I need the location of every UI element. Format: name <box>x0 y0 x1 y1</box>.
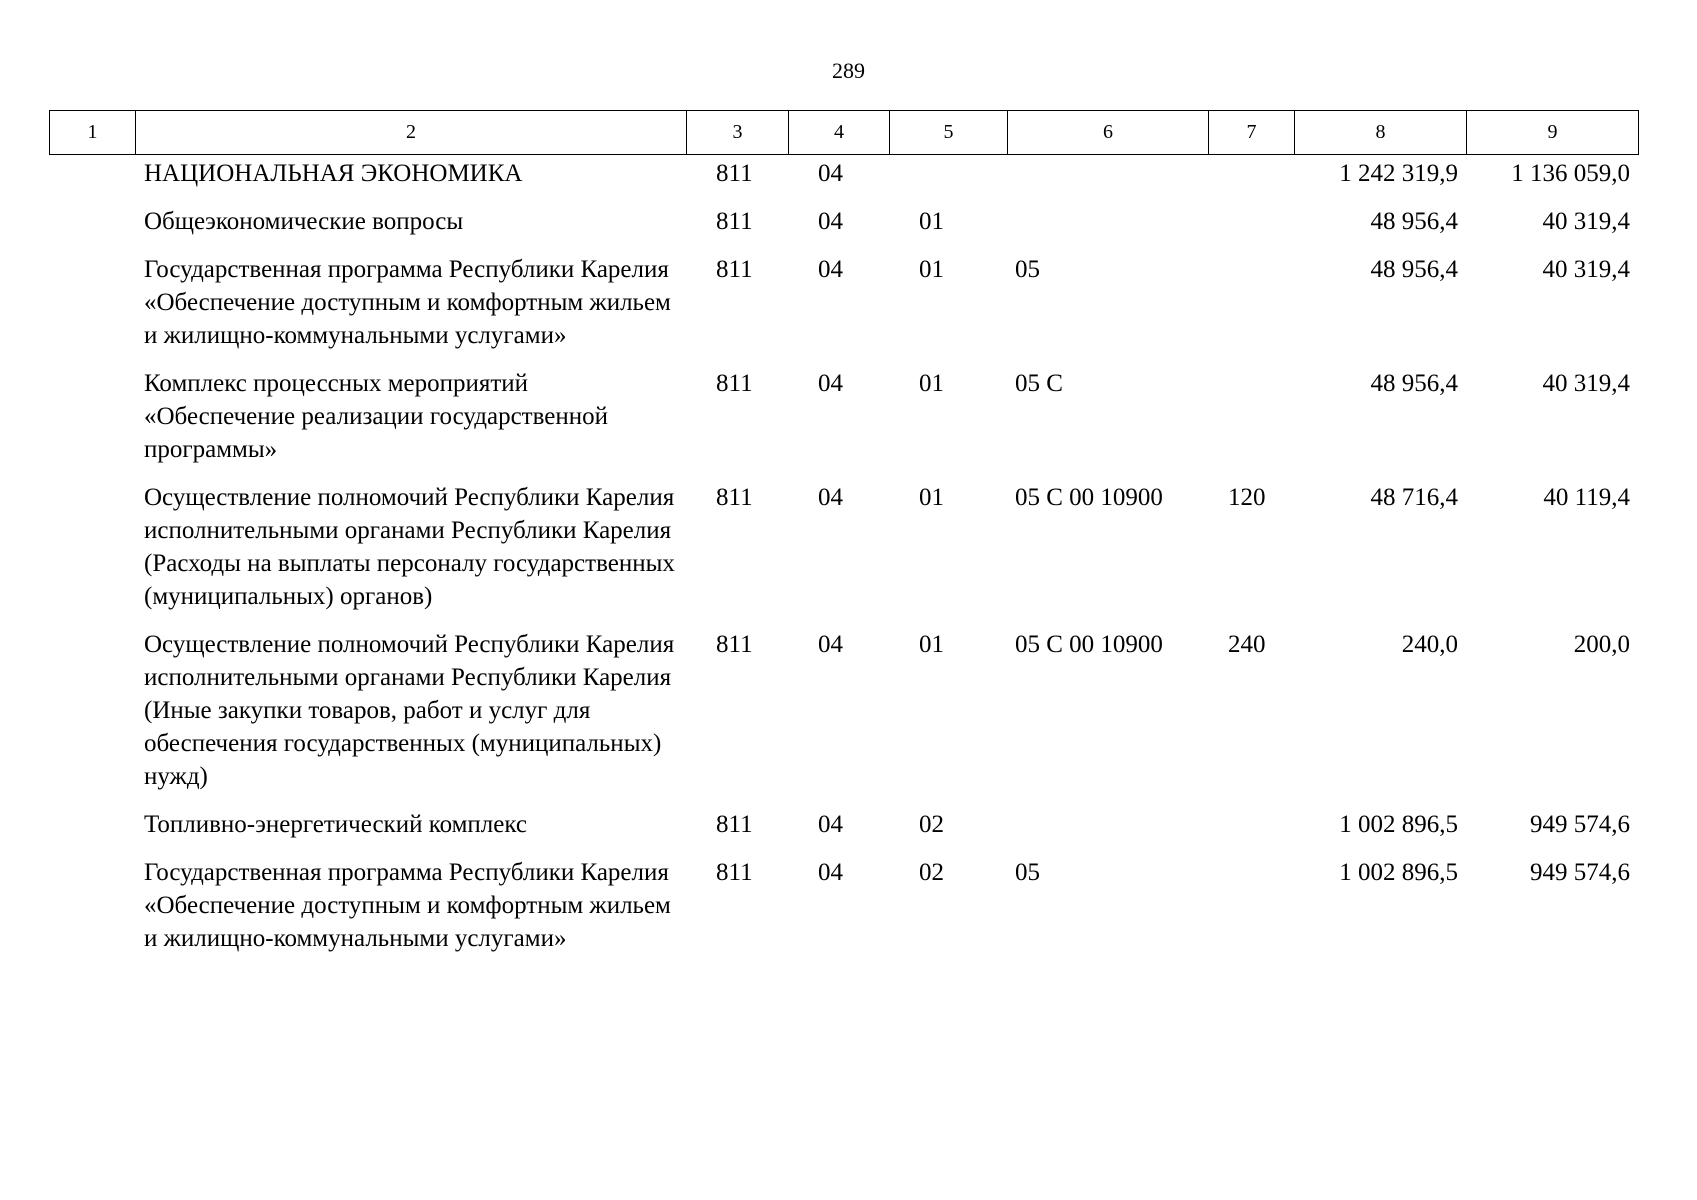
row-section: 04 <box>818 859 843 886</box>
row-ministry: 811 <box>716 631 753 658</box>
row-expense-type <box>1208 808 1294 856</box>
table-row <box>49 367 1638 481</box>
column-number: 7 <box>1209 111 1295 155</box>
row-ministry: 811 <box>716 859 753 886</box>
row-number <box>49 628 135 808</box>
row-section: 04 <box>818 631 843 658</box>
row-number <box>49 856 135 970</box>
row-subsection: 01 <box>919 256 944 283</box>
row-amount-2: 40 319,4 <box>1542 208 1630 235</box>
row-amount-1: 240,0 <box>1401 631 1458 658</box>
row-amount-2: 1 136 059,0 <box>1511 160 1630 187</box>
row-amount-1: 1 002 896,5 <box>1339 811 1458 838</box>
row-name: Государственная программа Республики Карелия «Обеспечение доступным и комфортным жильем и жилищно-коммунальными услугами» <box>144 859 671 952</box>
row-expense-type <box>1208 367 1294 481</box>
budget-table <box>49 157 1638 970</box>
row-ministry: 811 <box>716 811 753 838</box>
row-amount-1: 48 956,4 <box>1370 370 1458 397</box>
row-name: Общеэкономические вопросы <box>144 208 464 235</box>
column-number-row <box>50 111 1639 155</box>
column-number: 4 <box>789 111 890 155</box>
row-amount-2: 40 319,4 <box>1542 370 1630 397</box>
row-number <box>49 157 135 205</box>
row-ministry: 811 <box>716 484 753 511</box>
row-amount-1: 48 956,4 <box>1370 208 1458 235</box>
table-row <box>49 205 1638 253</box>
row-subsection: 02 <box>919 859 944 886</box>
column-number: 3 <box>687 111 789 155</box>
row-section: 04 <box>818 208 843 235</box>
row-subsection: 01 <box>919 370 944 397</box>
column-number: 8 <box>1295 111 1467 155</box>
row-name: Комплекс процессных мероприятий «Обеспечение реализации государственной программы» <box>144 370 608 463</box>
row-name: НАЦИОНАЛЬНАЯ ЭКОНОМИКА <box>144 160 523 187</box>
row-target-article: 05 С 00 10900 <box>1015 484 1163 511</box>
row-amount-1: 1 242 319,9 <box>1339 160 1458 187</box>
row-target-article <box>1007 157 1208 205</box>
row-name: Топливно-энергетический комплекс <box>144 811 527 838</box>
row-amount-2: 949 574,6 <box>1530 859 1630 886</box>
row-subsection: 01 <box>919 484 944 511</box>
table-row <box>49 808 1638 856</box>
table-row <box>49 628 1638 808</box>
row-number <box>49 367 135 481</box>
row-name: Осуществление полномочий Республики Карелия исполнительными органами Республики Карелия (Иные закупки товаров, работ и услуг для обеспечения государственных (муниципальных) нужд) <box>144 631 675 790</box>
row-target-article: 05 <box>1015 256 1040 283</box>
row-expense-type <box>1208 253 1294 367</box>
table-row <box>49 253 1638 367</box>
row-target-article <box>1007 205 1208 253</box>
row-subsection: 01 <box>919 631 944 658</box>
row-ministry: 811 <box>716 160 753 187</box>
row-amount-1: 48 956,4 <box>1370 256 1458 283</box>
row-expense-type <box>1208 157 1294 205</box>
column-number: 2 <box>136 111 687 155</box>
table-row <box>49 157 1638 205</box>
row-subsection <box>889 157 1007 205</box>
row-target-article: 05 <box>1015 859 1040 886</box>
row-target-article: 05 С 00 10900 <box>1015 631 1163 658</box>
row-amount-2: 949 574,6 <box>1530 811 1630 838</box>
row-subsection: 01 <box>919 208 944 235</box>
row-number <box>49 808 135 856</box>
row-ministry: 811 <box>716 370 753 397</box>
row-name: Государственная программа Республики Карелия «Обеспечение доступным и комфортным жильем и жилищно-коммунальными услугами» <box>144 256 671 349</box>
page-number: 289 <box>832 58 865 83</box>
column-number: 9 <box>1467 111 1639 155</box>
row-ministry: 811 <box>716 256 753 283</box>
column-number: 6 <box>1008 111 1209 155</box>
row-section: 04 <box>818 484 843 511</box>
row-subsection: 02 <box>919 811 944 838</box>
table-row <box>49 481 1638 628</box>
row-expense-type: 240 <box>1228 631 1266 658</box>
row-expense-type <box>1208 856 1294 970</box>
row-number <box>49 253 135 367</box>
row-expense-type: 120 <box>1228 484 1266 511</box>
column-number: 5 <box>890 111 1008 155</box>
row-target-article: 05 С <box>1015 370 1063 397</box>
row-section: 04 <box>818 811 843 838</box>
row-name: Осуществление полномочий Республики Карелия исполнительными органами Республики Карелия (Расходы на выплаты персоналу государственных (муниципальных) органов) <box>144 484 675 610</box>
row-amount-2: 200,0 <box>1573 631 1630 658</box>
row-section: 04 <box>818 256 843 283</box>
row-number <box>49 481 135 628</box>
row-ministry: 811 <box>716 208 753 235</box>
row-number <box>49 205 135 253</box>
row-amount-1: 48 716,4 <box>1370 484 1458 511</box>
table-row <box>49 856 1638 970</box>
row-amount-2: 40 119,4 <box>1543 484 1630 511</box>
table-header <box>49 110 1639 155</box>
row-section: 04 <box>818 160 843 187</box>
row-expense-type <box>1208 205 1294 253</box>
column-number: 1 <box>50 111 136 155</box>
row-amount-2: 40 319,4 <box>1542 256 1630 283</box>
row-section: 04 <box>818 370 843 397</box>
row-amount-1: 1 002 896,5 <box>1339 859 1458 886</box>
row-target-article <box>1007 808 1208 856</box>
